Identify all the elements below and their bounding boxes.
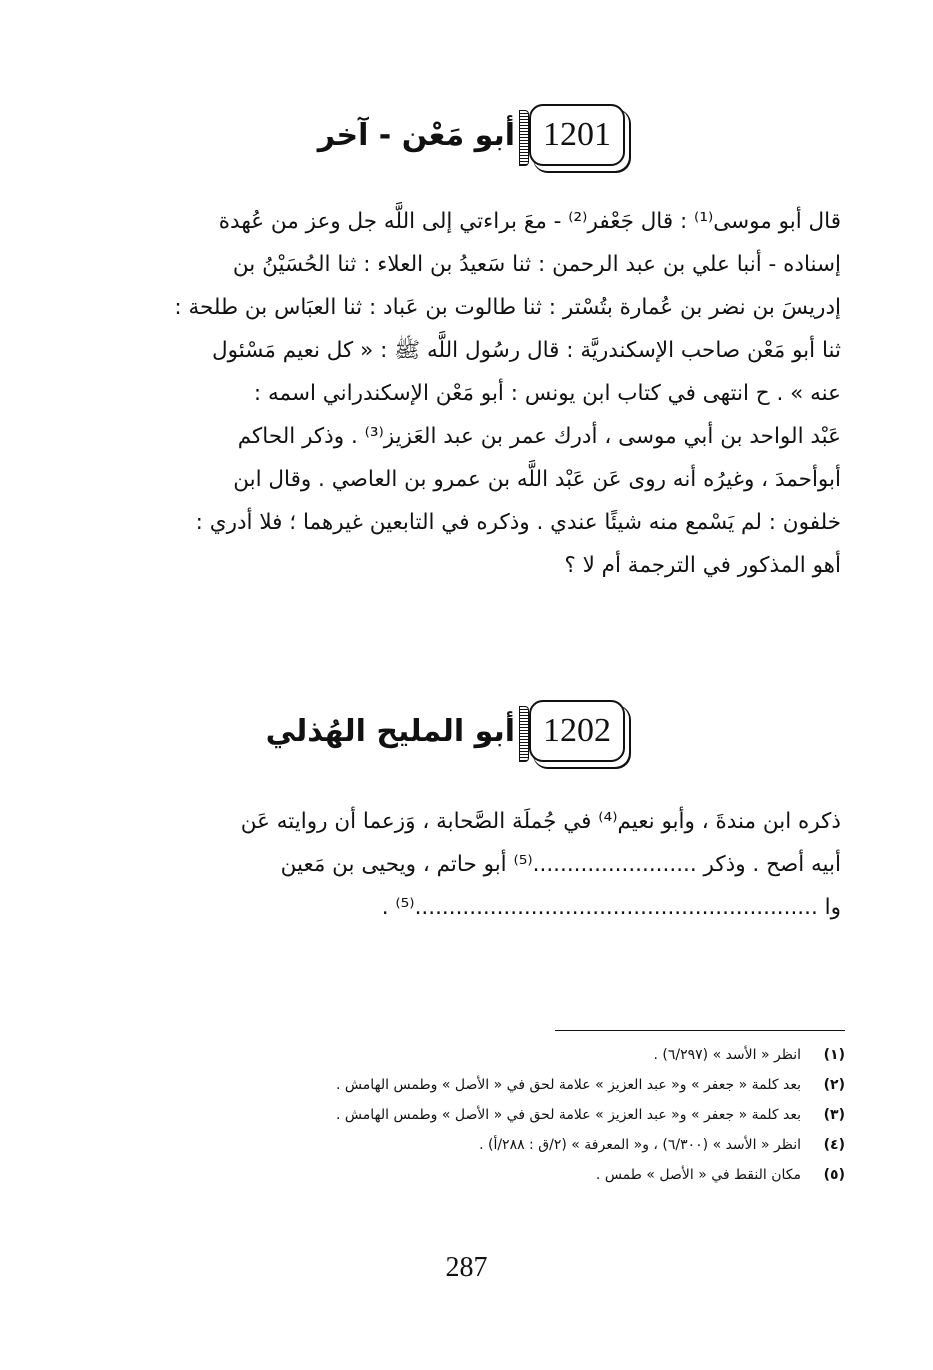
footnote-number: (٤) [823, 1137, 845, 1153]
entry-title: أبو المليح الهُذلي [265, 713, 515, 749]
footnote [145, 1130, 845, 1160]
entry-body-1201 [91, 200, 841, 587]
footnote [145, 1100, 845, 1130]
footnote-number: (٣) [823, 1107, 845, 1123]
entry-heading-1201 [318, 104, 625, 166]
text-line: عنه » . ح انتهى في كتاب ابن يونس : أبو مَعْن الإسكندراني اسمه : [253, 381, 841, 406]
text-line: عَبْد الواحد بن أبي موسى ، أدرك عمر بن عبد العَزيز⁽³⁾ . وذكر الحاكم [237, 424, 841, 449]
entry-title: أبو مَعْن - آخر [317, 117, 515, 153]
footnote-text: انظر « الأسد » (٦/٣٠٠) ، و« المعرفة » (٢/ق : ٢٨٨/أ) . [479, 1137, 801, 1153]
footnote [145, 1160, 845, 1190]
entry-heading-1202 [266, 700, 625, 762]
text-line: ذكره ابن مندةَ ، وأبو نعيم⁽⁴⁾ في جُملَة الصَّحابة ، وَزعما أن روايته عَن [240, 809, 841, 834]
text-line: قال أبو موسى⁽¹⁾ : قال جَعْفر⁽²⁾ - معَ براءتي إلى اللَّه جل وعز من عُهدة [218, 209, 841, 234]
text-line: أهو المذكور في الترجمة أم لا ؟ [564, 553, 841, 578]
footnote-text: بعد كلمة « جعفر » و« عبد العزيز » علامة لحق في « الأصل » وطمس الهامش . [335, 1077, 801, 1093]
footnote-number: (٥) [823, 1167, 845, 1183]
text-line: أبيه أصح . وذكر ........................⁽⁵⁾ أبو حاتم ، ويحيى بن مَعين [280, 852, 841, 877]
footnote [145, 1040, 845, 1070]
text-line: أبوأحمدَ ، وغيرُه أنه روى عَن عَبْد اللَّه بن عمرو بن العاصي . وقال ابن [233, 467, 841, 492]
text-line: إسناده - أنبا علي بن عبد الرحمن : ثنا سَعيدُ بن العلاء : ثنا الحُسَيْنُ بن [232, 252, 841, 277]
footnote-text: انظر « الأسد » (٦/٢٩٧) . [653, 1047, 801, 1063]
footnote-number: (١) [823, 1047, 845, 1063]
text-line: ثنا أبو مَعْن صاحب الإسكندريَّة : قال رسُول اللَّه ﷺ : « كل نعيم مَسْئول [212, 338, 841, 363]
footnote-text: بعد كلمة « جعفر » و« عبد العزيز » علامة لحق في « الأصل » وطمس الهامش . [335, 1107, 801, 1123]
footnote [145, 1070, 845, 1100]
page-number: 287 [445, 1252, 488, 1283]
footnotes [145, 1040, 845, 1190]
footnote-number: (٢) [823, 1077, 845, 1093]
text-line: إدريسَ بن نضر بن عُمارة بتُسْتر : ثنا طالوت بن عَباد : ثنا العبَاس بن طلحة : [174, 295, 841, 320]
footnote-text: مكان النقط في « الأصل » طمس . [595, 1167, 801, 1183]
entry-body-1202 [91, 800, 841, 929]
text-line: وا ...........................................................⁽⁵⁾ . [381, 895, 841, 920]
entry-number-box [529, 700, 625, 762]
entry-number: 1202 [543, 712, 611, 749]
text-line: خلفون : لم يَسْمع منه شيئًا عندي . وذكره في التابعين غيرهما ؛ فلا أدري : [195, 510, 841, 535]
entry-number-box [529, 104, 625, 166]
footnote-divider [555, 1030, 845, 1031]
entry-number: 1201 [543, 116, 611, 153]
